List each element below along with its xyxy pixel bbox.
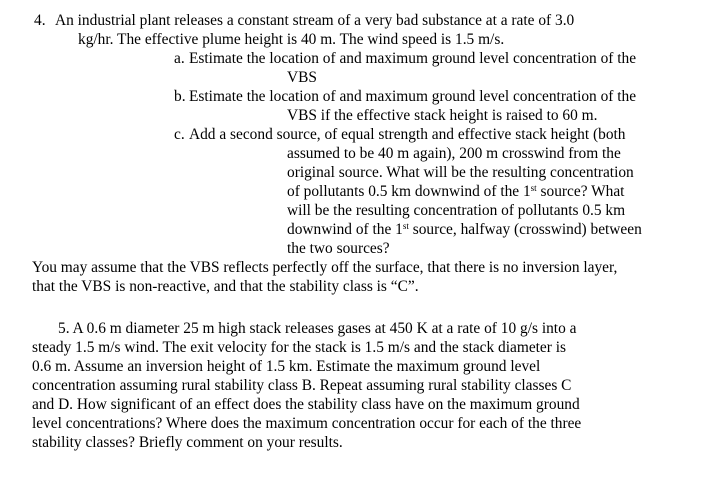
part-c-line-3: original source. What will be the resulting concentration (287, 164, 634, 181)
problem-5-line-2: steady 1.5 m/s wind. The exit velocity for the stack is 1.5 m/s and the stack diameter is (32, 339, 566, 356)
ordinal-suffix: st (402, 221, 409, 231)
problem-5-line-3: 0.6 m. Assume an inversion height of 1.5 km. Estimate the maximum ground level (32, 358, 541, 375)
part-c-line-4 (287, 182, 624, 201)
problem-4-number: 4. (34, 12, 46, 29)
part-c-line-2: assumed to be 40 m again), 200 m crosswind from the (287, 145, 621, 162)
part-a-marker: a. (174, 50, 185, 67)
part-c-marker: c. (174, 126, 185, 143)
ordinal-suffix: st (530, 183, 537, 193)
part-c-line-6 (287, 220, 642, 239)
problem-5-line-6: level concentrations? Where does the maximum concentration occur for each of the three (32, 415, 582, 432)
problem-5-line-1: 5. A 0.6 m diameter 25 m high stack releases gases at 450 K at a rate of 10 g/s into a (58, 320, 577, 337)
part-a-line-1: Estimate the location of and maximum ground level concentration of the (189, 50, 637, 67)
part-c-line-7: the two sources? (287, 240, 390, 257)
part-c-line-1: Add a second source, of equal strength and effective stack height (both (189, 126, 626, 143)
problem-5-line-5: and D. How significant of an effect does the stability class have on the maximum ground (32, 396, 580, 413)
part-b-line-2: VBS if the effective stack height is raised to 60 m. (287, 107, 598, 124)
assumptions-line-1: You may assume that the VBS reflects perfectly off the surface, that there is no inversion layer, (32, 259, 618, 276)
part-c-line-6-tail: source, halfway (crosswind) between (408, 221, 642, 238)
part-c-line-6-text: downwind of the 1 (287, 221, 403, 238)
part-c-line-4-tail: source? What (536, 183, 625, 200)
problem-4-stem-line-2: kg/hr. The effective plume height is 40 m. The wind speed is 1.5 m/s. (78, 31, 505, 48)
part-c-line-4-text: of pollutants 0.5 km downwind of the 1 (287, 183, 531, 200)
part-b-line-1: Estimate the location of and maximum ground level concentration of the (189, 88, 637, 105)
problem-5-line-4: concentration assuming rural stability class B. Repeat assuming rural stability classes C (32, 377, 572, 394)
part-b-marker: b. (174, 88, 186, 105)
assumptions-line-2: that the VBS is non-reactive, and that the stability class is “C”. (32, 278, 419, 295)
problem-5-line-7: stability classes? Briefly comment on your results. (32, 434, 343, 451)
part-c-line-5: will be the resulting concentration of pollutants 0.5 km (287, 202, 626, 219)
problem-4-stem-line-1: An industrial plant releases a constant stream of a very bad substance at a rate of 3.0 (55, 12, 575, 29)
part-a-line-2: VBS (287, 69, 317, 86)
